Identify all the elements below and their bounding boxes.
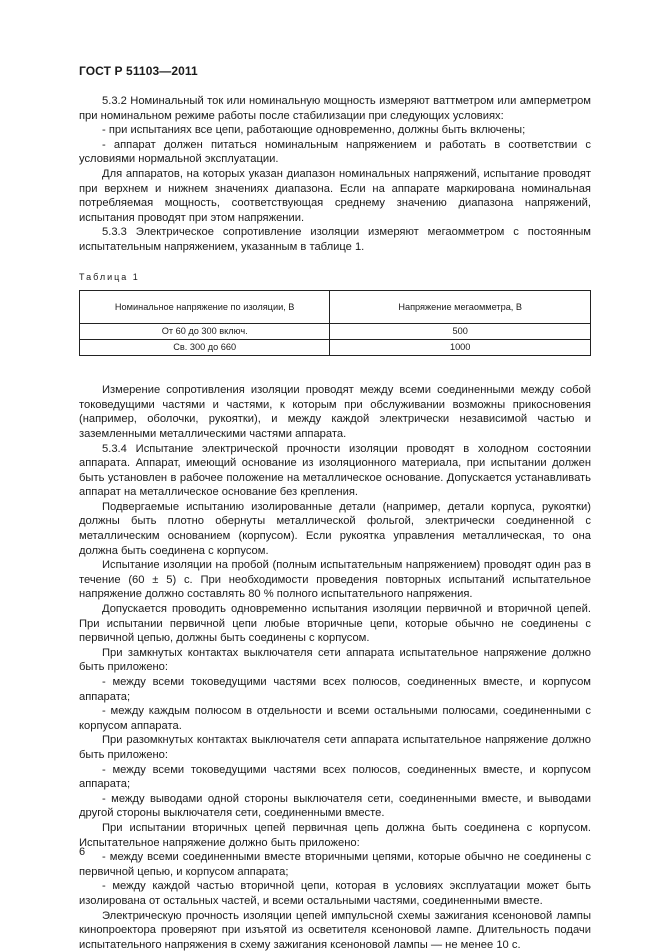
table-header-cell: Номинальное напряжение по изоляции, В	[80, 291, 330, 324]
list-item: - аппарат должен питаться номинальным напряжением и работать в соответствии с условиями нормальной эксплуатации.	[79, 138, 591, 167]
paragraph: 5.3.2 Номинальный ток или номинальную мощность измеряют ваттметром или амперметром при номинальном режиме работы после стабилизации при следующих условиях:	[79, 94, 591, 123]
table-header-row	[80, 291, 591, 324]
paragraph: Испытание изоляции на пробой (полным испытательным напряжением) проводят один раз в течение (60 ± 5) с. При необходимости проведения повторных испытаний испытательное напряжение должно составлять 80 % полного испытательного напряжения.	[79, 558, 591, 602]
list-item: - при испытаниях все цепи, работающие одновременно, должны быть включены;	[79, 123, 591, 138]
section-bottom	[79, 383, 591, 952]
paragraph: При испытании вторичных цепей первичная цепь должна быть соединена с корпусом. Испытательное напряжение должно быть приложено:	[79, 821, 591, 850]
table-row	[80, 324, 591, 340]
table-row	[80, 340, 591, 356]
paragraph: Подвергаемые испытанию изолированные детали (например, детали корпуса, рукоятки) должны быть плотно обернуты металлической фольгой, электрически соединенной с металлическим основанием (корпусом). Если рукоятка управления металлическая, то она должна быть соединена с корпусом.	[79, 500, 591, 558]
list-item: - между каждым полюсом в отдельности и всеми остальными полюсами, соединенными с корпусом аппарата.	[79, 704, 591, 733]
paragraph: Электрическую прочность изоляции цепей импульсной схемы зажигания ксеноновой лампы кинопроектора проверяют при изъятой из осветителя ксеноновой лампе. Длительность подачи испытательного напряжения в схему зажигания ксеноновой лампы — не менее 10 с.	[79, 909, 591, 952]
table-cell: 1000	[330, 340, 591, 356]
list-item: - между выводами одной стороны выключателя сети, соединенными вместе, и выводами другой стороны выключателя сети, соединенными вместе.	[79, 792, 591, 821]
paragraph: При разомкнутых контактах выключателя сети аппарата испытательное напряжение должно быть приложено:	[79, 733, 591, 762]
paragraph: 5.3.3 Электрическое сопротивление изоляции измеряют мегаомметром с постоянным испытательным напряжением, указанным в таблице 1.	[79, 225, 591, 254]
page-number: 6	[79, 846, 85, 858]
paragraph: 5.3.4 Испытание электрической прочности изоляции проводят в холодном состоянии аппарата. Аппарат, имеющий основание из изоляционного материала, при испытании должен быть установлен в рабочее положение на металлическое основание. Допускается устанавливать аппарат на металлическое основание без крепления.	[79, 442, 591, 500]
table-cell: От 60 до 300 включ.	[80, 324, 330, 340]
paragraph: Допускается проводить одновременно испытания изоляции первичной и вторичной цепей. При испытании первичной цепи любые вторичные цепи, которые обычно не соединены с первичной цепью, должны быть соединены с корпусом.	[79, 602, 591, 646]
list-item: - между всеми токоведущими частями всех полюсов, соединенных вместе, и корпусом аппарата;	[79, 675, 591, 704]
table-cell: Св. 300 до 660	[80, 340, 330, 356]
table-caption: Таблица 1	[79, 270, 591, 285]
list-item: - между всеми соединенными вместе вторичными цепями, которые обычно не соединены с первичной цепью, и корпусом аппарата;	[79, 850, 591, 879]
list-item: - между каждой частью вторичной цепи, которая в условиях эксплуатации может быть изолирована от остальных частей, и всеми остальными частями, соединенными вместе.	[79, 879, 591, 908]
document-header: ГОСТ Р 51103—2011	[79, 64, 198, 78]
table-header-cell: Напряжение мегаомметра, В	[330, 291, 591, 324]
voltage-table	[79, 290, 591, 356]
section-top	[79, 94, 591, 255]
table-cell: 500	[330, 324, 591, 340]
paragraph: Для аппаратов, на которых указан диапазон номинальных напряжений, испытание проводят при верхнем и нижнем значениях диапазона. Если на аппарате маркирована номинальная потребляемая мощность, соответствующая среднему значению диапазона напряжений, испытания проводят при этом напряжении.	[79, 167, 591, 225]
paragraph: Измерение сопротивления изоляции проводят между всеми соединенными между собой токоведущими частями и частями, к которым при обслуживании возможны прикосновения (например, оболочки, рукоятки), и между каждой электрически независимой частью и заземленными металлическими частями аппарата.	[79, 383, 591, 441]
list-item: - между всеми токоведущими частями всех полюсов, соединенных вместе, и корпусом аппарата;	[79, 763, 591, 792]
document-body	[79, 94, 591, 952]
paragraph: При замкнутых контактах выключателя сети аппарата испытательное напряжение должно быть приложено:	[79, 646, 591, 675]
